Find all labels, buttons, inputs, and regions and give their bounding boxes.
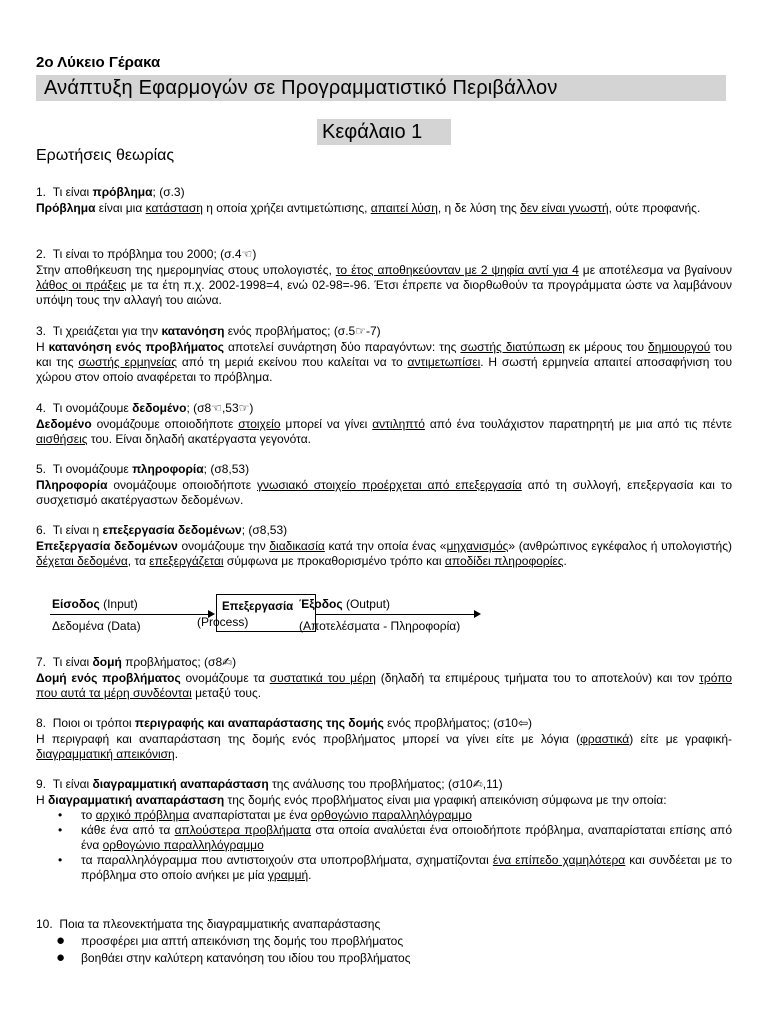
question-number: 1. [36, 185, 47, 199]
question-4: 4. Τι ονομάζουμε δεδομένο; (σ8☜,53☞) Δεδομένο ονομάζουμε οποιοδήποτε στοιχείο μπορεί να γίνει αντιληπτό από ένα τουλάχιστον παρατηρητή με μια από τις πέντε αισθήσεις του. Είναι δηλαδή ακατέργαστα γεγονότα. [36, 401, 732, 446]
answer-3: Η κατανόηση ενός προβλήματος αποτελεί συνάρτηση δύο παραγόντων: της σωστής διατύπωση εκ μέρους του δημιουργού του και της σωστής ερμηνείας από τη μεριά εκείνου που καλείται να το αντιμετωπίσει. Η σωστή ερμηνεία απαιτεί αποσαφήνιση του χώρου στον οποίο αναφέρεται το πρόβλημα. [36, 340, 733, 384]
question-text: Τι είναι το πρόβλημα του 2000; (σ.4☜) [52, 247, 257, 261]
answer-8: Η περιγραφή και αναπαράσταση της δομής ενός προβλήματος μπορεί να γίνει είτε με λόγια (φραστικά) είτε με γραφική-διαγραμματική απεικόνιση. [36, 732, 733, 761]
question-8: 8. Ποιοι οι τρόποι περιγραφής και αναπαράστασης της δομής ενός προβλήματος; (σ10⇦) Η περιγραφή και αναπαράσταση της δομής ενός προβλήματος μπορεί να γίνει είτε με λόγια (φραστικά) είτε με γραφική-διαγραμματική απεικόνιση. [36, 716, 733, 761]
output-sub-label: (Αποτελέσματα - Πληροφορία) [299, 619, 461, 633]
question-5: 5. Τι ονομάζουμε πληροφορία; (σ8,53) Πληροφορία ονομάζουμε οποιοδήποτε γνωσιακό στοιχείο προέρχεται από επεξεργασία από τη συλλογή, επεξεργασία και το συσχετισμό ακατέργαστων δεδομένων. [36, 462, 733, 507]
answer-9-list [36, 808, 732, 883]
output-arrow-head [474, 610, 481, 618]
process-sub-label: (Process) [197, 615, 249, 629]
question-9: 9. Τι είναι διαγραμματική αναπαράσταση της ανάλυσης του προβλήματος; (σ10✍,11) Η διαγραμματική αναπαράσταση της δομής ενός προβλήματος είναι μια γραφική απεικόνιση σύμφωνα με την οποία: • το αρχικό πρόβλημα αναπαρίσταται με ένα ορθογώνιο παραλληλόγραμμο • κάθε ένα από τα απλούστερα προβλήματα στα οποία αναλύεται ένα οποιοδήποτε πρόβλημα, αναπαρίσταται επίσης από ένα ορθογώνιο παραλληλόγραμμο • τα παραλληλόγραμμα που αντιστοιχούν στα υποπροβλήματα, σχηματίζονται ένα επίπεδο χαμηλότερα και συνδέεται με το πρόβλημα στο οποίο ανήκει με μία γραμμή. [36, 777, 732, 882]
process-label: Επεξεργασία [222, 601, 294, 613]
answer-6: Επεξεργασία δεδομένων ονομάζουμε την διαδικασία κατά την οποία ένας «μηχανισμός» (ανθρώπινος εγκέφαλος ή υπολογιστής) δέχεται δεδομένα, τα επεξεργάζεται σύμφωνα με προκαθορισμένο τρόπο και αποδίδει πληροφορίες. [36, 539, 732, 568]
bullet-icon: ● [56, 949, 66, 966]
question-1 [36, 185, 732, 216]
question-text: Ποια τα πλεονεκτήματα της διαγραμματικής αναπαράστασης [59, 917, 381, 931]
question-ref: ; (σ.3) [152, 185, 185, 199]
list-item: ● προσφέρει μια απτή απεικόνιση της δομής του προβλήματος [56, 932, 404, 949]
list-item: • τα παραλληλόγραμμα που αντιστοιχούν στα υποπροβλήματα, σχηματίζονται ένα επίπεδο χαμηλότερα και συνδέεται με το πρόβλημα στο οποίο ανήκει με μία γραμμή. [58, 853, 732, 882]
question-7: 7. Τι είναι δομή προβλήματος; (σ8✍) Δομή ενός προβλήματος ονομάζουμε τα συστατικά του μέρη (δηλαδή τα επιμέρους τμήματα του το αποτελούν) και τον τρόπο που αυτά τα μέρη συνδέονται μεταξύ τους. [36, 655, 732, 700]
output-arrow [316, 614, 474, 615]
section-subtitle: Ερωτήσεις θεωρίας [36, 147, 175, 164]
answer-9: Η διαγραμματική αναπαράσταση της δομής ενός προβλήματος είναι μια γραφική απεικόνιση σύμφωνα με την οποία: [36, 793, 667, 807]
question-6: 6. Τι είναι η επεξεργασία δεδομένων; (σ8,53) Επεξεργασία δεδομένων ονομάζουμε την διαδικασία κατά την οποία ένας «μηχανισμός» (ανθρώπινος εγκέφαλος ή υπολογιστής) δέχεται δεδομένα, τα επεξεργάζεται σύμφωνα με προκαθορισμένο τρόπο και αποδίδει πληροφορίες. [36, 523, 732, 568]
answer-1: Πρόβλημα είναι μια κατάσταση η οποία χρήζει αντιμετώπισης, απαιτεί λύση, η δε λύση της δεν είναι γνωστή, ούτε προφανής. [36, 201, 701, 215]
document-title: Ανάπτυξη Εφαρμογών σε Προγραμματιστικό Περιβάλλον [44, 77, 558, 99]
question-10: 10. Ποια τα πλεονεκτήματα της διαγραμματικής αναπαράστασης ● προσφέρει μια απτή απεικόνιση της δομής του προβλήματος ● βοηθάει στην καλύτερη κατανόηση του ιδίου του προβλήματος [36, 917, 732, 967]
question-text: Τι είναι [52, 185, 93, 199]
list-item: • το αρχικό πρόβλημα αναπαρίσταται με ένα ορθογώνιο παραλληλόγραμμο [58, 808, 472, 822]
output-label: Έξοδος (Output) [299, 597, 390, 611]
question-2: 2. Τι είναι το πρόβλημα του 2000; (σ.4☜) Στην αποθήκευση της ημερομηνίας στους υπολογιστές, το έτος αποθηκεύονταν με 2 ψηφία αντί για 4 με αποτέλεσμα να βγαίνουν λάθος οι πράξεις με τα έτη π.χ. 2002-1998=4, ενώ 02-98=-96. Έτσι έπρεπε να διορθωθούν τα προγράμματα ώστε να λαμβάνουν υπόψη τους την αλλαγή του αιώνα. [36, 247, 733, 307]
input-sub-label: Δεδομένα (Data) [52, 619, 141, 633]
question-term: πρόβλημα [92, 185, 153, 199]
answer-4: Δεδομένο ονομάζουμε οποιοδήποτε στοιχείο μπορεί να γίνει αντιληπτό από ένα τουλάχιστον παρατηρητή με μια από τις πέντε αισθήσεις του. Είναι δηλαδή ακατέργαστα γεγονότα. [36, 417, 732, 446]
bullet-icon: • [58, 808, 63, 822]
bullet-icon: ● [56, 932, 66, 949]
bullet-icon: • [58, 853, 63, 867]
answer-10-list [36, 933, 732, 967]
input-arrow [50, 614, 208, 615]
list-item: ● βοηθάει στην καλύτερη κατανόηση του ιδίου του προβλήματος [56, 949, 411, 966]
answer-2: Στην αποθήκευση της ημερομηνίας στους υπολογιστές, το έτος αποθηκεύονταν με 2 ψηφία αντί για 4 με αποτέλεσμα να βγαίνουν λάθος οι πράξεις με τα έτη π.χ. 2002-1998=4, ενώ 02-98=-96. Έτσι έπρεπε να διορθωθούν τα προγράμματα ώστε να λαμβάνουν υπόψη τους την αλλαγή του αιώνα. [36, 263, 733, 307]
bullet-icon: • [58, 823, 63, 837]
list-item: • κάθε ένα από τα απλούστερα προβλήματα στα οποία αναλύεται ένα οποιοδήποτε πρόβλημα, αναπαρίσταται επίσης από ένα ορθογώνιο παραλληλόγραμμο [58, 823, 732, 852]
school-name: 2ο Λύκειο Γέρακα [36, 54, 161, 71]
answer-7: Δομή ενός προβλήματος ονομάζουμε τα συστατικά του μέρη (δηλαδή τα επιμέρους τμήματα του το αποτελούν) και τον τρόπο που αυτά τα μέρη συνδέονται μεταξύ τους. [36, 671, 732, 700]
process-diagram [36, 594, 486, 638]
answer-5: Πληροφορία ονομάζουμε οποιοδήποτε γνωσιακό στοιχείο προέρχεται από επεξεργασία από τη συλλογή, επεξεργασία και το συσχετισμό ακατέργαστων δεδομένων. [36, 478, 733, 507]
input-label: Είσοδος (Input) [52, 597, 138, 611]
question-3: 3. Τι χρειάζεται για την κατανόηση ενός προβλήματος; (σ.5☞-7) Η κατανόηση ενός προβλήματος αποτελεί συνάρτηση δύο παραγόντων: της σωστής διατύπωση εκ μέρους του δημιουργού του και της σωστής ερμηνείας από τη μεριά εκείνου που καλείται να το αντιμετωπίσει. Η σωστή ερμηνεία απαιτεί αποσαφήνιση του χώρου στον οποίο αναφέρεται το πρόβλημα. [36, 324, 733, 384]
chapter-heading: Κεφάλαιο 1 [322, 121, 423, 143]
